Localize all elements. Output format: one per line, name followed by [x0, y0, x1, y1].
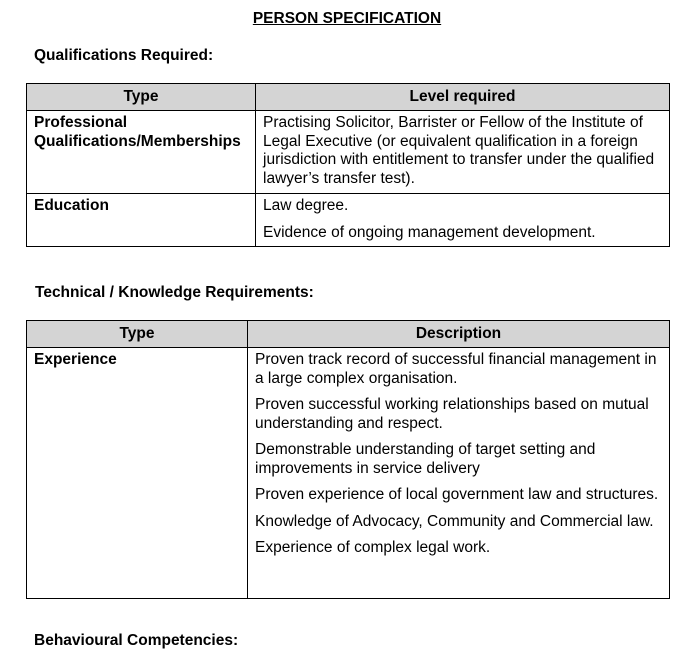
- technical-table: [26, 320, 670, 599]
- row-type-professional: Professional Qualifications/Memberships: [27, 111, 256, 194]
- row-description-experience: [248, 348, 670, 599]
- behavioural-competencies-heading: Behavioural Competencies:: [34, 632, 239, 649]
- requirement-text: Law degree.: [263, 197, 349, 214]
- type-column-header: Type: [27, 84, 256, 111]
- row-type-education: Education: [27, 194, 256, 247]
- table-header-row: [27, 321, 670, 348]
- table-row: [27, 194, 670, 247]
- requirement-text: Demonstrable understanding of target setting and improvements in service delivery: [255, 441, 596, 477]
- row-level-professional: [256, 111, 670, 194]
- row-level-education: [256, 194, 670, 247]
- table-row: [27, 348, 670, 599]
- requirement-text: Proven successful working relationships based on mutual understanding and respect.: [255, 396, 649, 432]
- qualifications-heading: Qualifications Required:: [34, 47, 214, 64]
- requirement-text: Knowledge of Advocacy, Community and Commercial law.: [255, 512, 654, 530]
- description-column-header: Description: [248, 321, 670, 348]
- requirement-text: Evidence of ongoing management development.: [263, 223, 596, 241]
- level-column-header: Level required: [256, 84, 670, 111]
- technical-heading: Technical / Knowledge Requirements:: [35, 284, 314, 301]
- qualifications-table: [26, 83, 670, 247]
- requirement-text: Practising Solicitor, Barrister or Fellow of the Institute of Legal Executive (or equivalent qualification in a foreign jurisdiction with entitlement to transfer under the qualified lawyer’s transfer test).: [263, 114, 655, 187]
- type-column-header: Type: [27, 321, 248, 348]
- requirement-text: Proven experience of local government law and structures.: [255, 486, 659, 503]
- table-row: [27, 111, 670, 194]
- requirement-text: Proven track record of successful financial management in a large complex organisation.: [255, 351, 657, 387]
- row-type-experience: Experience: [27, 348, 248, 599]
- requirement-text: Experience of complex legal work.: [255, 539, 491, 556]
- table-header-row: [27, 84, 670, 111]
- document-title: PERSON SPECIFICATION: [252, 10, 442, 27]
